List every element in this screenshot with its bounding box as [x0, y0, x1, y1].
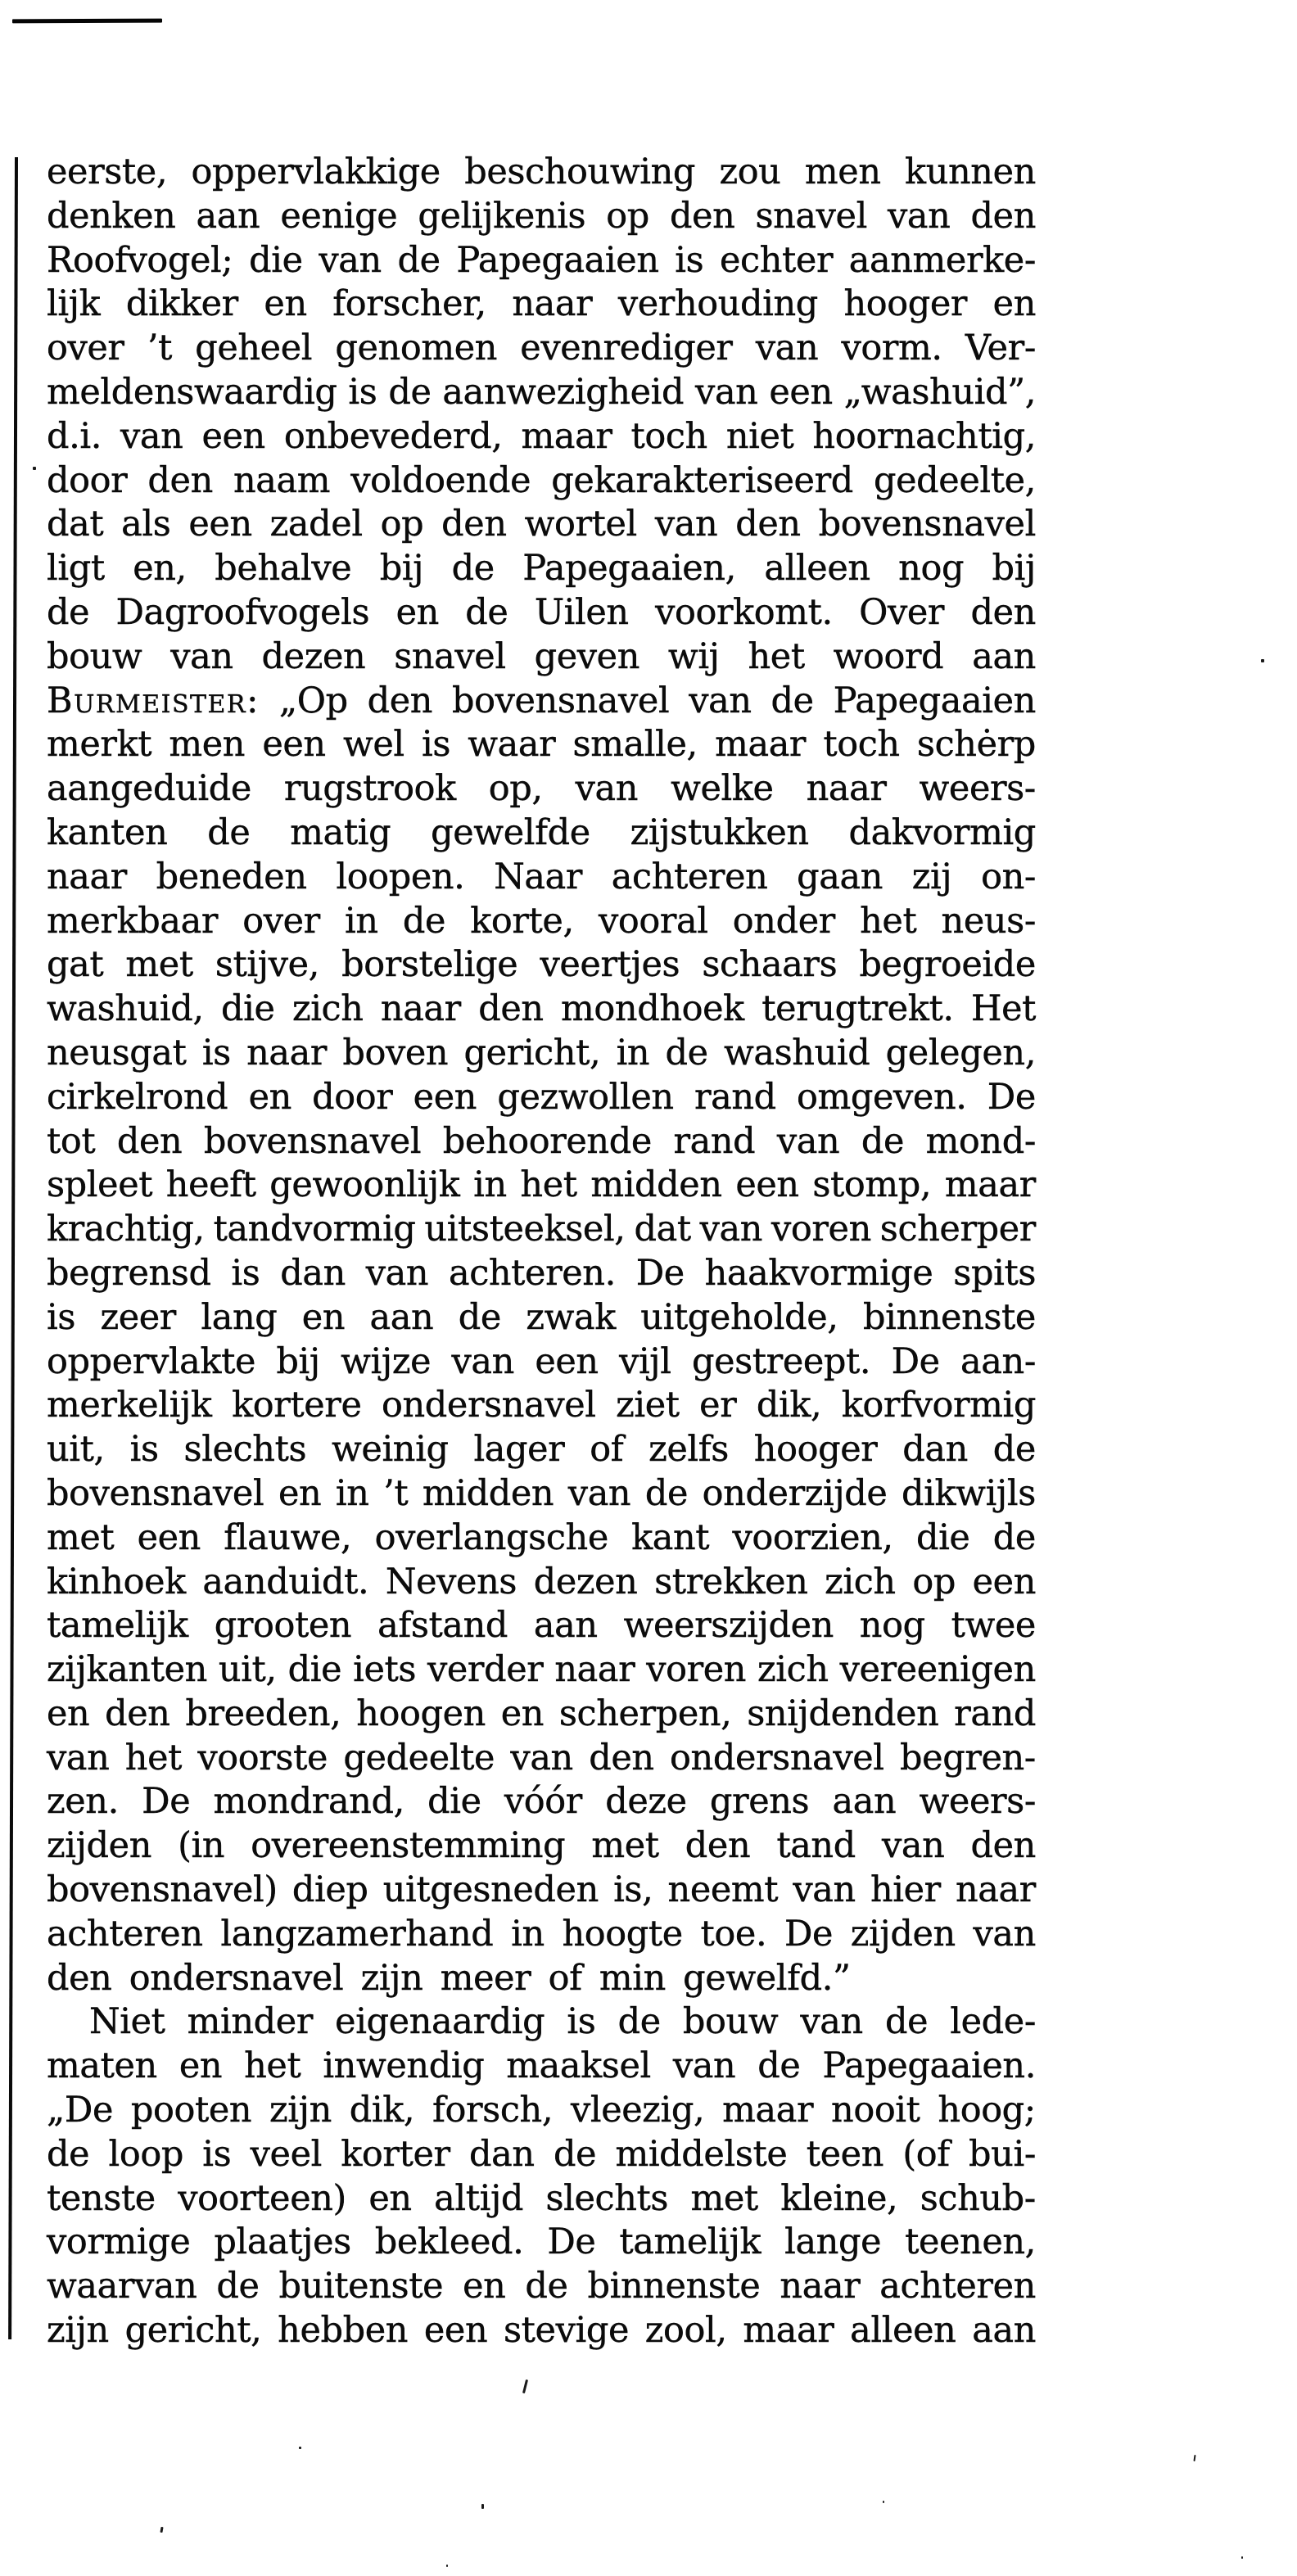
text-line: ligt en, behalve bij de Papegaaien, alleen nog bij: [47, 548, 1036, 590]
text-line: gat met stijve, borstelige veertjes schaars begroeide: [47, 944, 1036, 986]
text-line: begrensd is dan van achteren. De haakvormige spits: [47, 1252, 1036, 1294]
ink-speck: [446, 2565, 448, 2567]
text-line: kanten de matig gewelfde zijstukken dakvormig: [47, 811, 1036, 853]
text-line: achteren langzamerhand in hoogte toe. De zijden van: [47, 1913, 1036, 1955]
text-line: dat als een zadel op den wortel van den bovensnavel: [47, 504, 1036, 545]
text-column: [47, 151, 1036, 2353]
text-line: tot den bovensnavel behoorende rand van de mond-: [47, 1120, 1036, 1162]
text-line: krachtig, tandvormig uitsteeksel, dat van voren scherper: [47, 1209, 1036, 1250]
text-line: door den naam voldoende gekarakteriseerd gedeelte,: [47, 459, 1036, 501]
text-line: de Dagroofvogels en de Uilen voorkomt. Over den: [47, 591, 1036, 633]
text-line: washuid, die zich naar den mondhoek terugtrekt. Het: [47, 988, 1036, 1030]
text-line: oppervlakte bij wijze van een vijl gestreept. De aan-: [47, 1340, 1036, 1382]
text-line: merkelijk kortere ondersnavel ziet er dik, korfvormig: [47, 1385, 1036, 1426]
text-line: merkbaar over in de korte, vooral onder het neus-: [47, 900, 1036, 942]
text-line: tenste voorteen) en altijd slechts met kleine, schub-: [47, 2177, 1036, 2219]
text-line: merkt men een wel is waar smalle, maar toch schėrp: [47, 724, 1036, 766]
text-line: is zeer lang en aan de zwak uitgeholde, binnenste: [47, 1296, 1036, 1338]
text-line: neusgat is naar boven gericht, in de washuid gelegen,: [47, 1032, 1036, 1073]
text-line: maten en het inwendig maaksel van de Papegaaien.: [47, 2045, 1036, 2087]
ink-speck: [1261, 659, 1264, 662]
text-line: bovensnavel en in ’t midden van de onderzijde dikwijls: [47, 1472, 1036, 1514]
text-line: zijkanten uit, die iets verder naar voren zich vereenigen: [47, 1649, 1036, 1691]
text-line: met een flauwe, overlangsche kant voorzien, die de: [47, 1516, 1036, 1558]
text-line: uit, is slechts weinig lager of zelfs hooger dan de: [47, 1429, 1036, 1471]
text-line: Roofvogel; die van de Papegaaien is echter aanmerke-: [47, 239, 1036, 281]
ink-speck: [522, 2379, 528, 2393]
text-line: spleet heeft gewoonlijk in het midden een stomp, maar: [47, 1164, 1036, 1206]
text-line: meldenswaardig is de aanwezigheid van een „washuid”,: [47, 371, 1036, 413]
text-line: cirkelrond en door een gezwollen rand omgeven. De: [47, 1076, 1036, 1118]
text-line: bovensnavel) diep uitgesneden is, neemt van hier naar: [47, 1869, 1036, 1911]
text-line: bouw van dezen snavel geven wij het woord aan: [47, 635, 1036, 677]
text-line: Burmeister: „Op den bovensnavel van de Papegaaien: [47, 680, 1036, 721]
text-line: vormige plaatjes bekleed. De tamelijk lange teenen,: [47, 2221, 1036, 2263]
text-line: en den breeden, hoogen en scherpen, snijdenden rand: [47, 1692, 1036, 1734]
ink-speck: [481, 2504, 484, 2509]
text-line: Niet minder eigenaardig is de bouw van de lede-: [89, 2001, 1036, 2043]
text-line: zijn gericht, hebben een stevige zool, maar alleen aan: [47, 2310, 1036, 2352]
text-line: lijk dikker en forscher, naar verhouding hooger en: [47, 283, 1036, 325]
text-line: denken aan eenige gelijkenis op den snavel van den: [47, 195, 1036, 237]
ink-speck: [33, 467, 36, 470]
text-line: naar beneden loopen. Naar achteren gaan zij on-: [47, 856, 1036, 897]
text-line: de loop is veel korter dan de middelste teen (of bui-: [47, 2133, 1036, 2175]
text-line: van het voorste gedeelte van den ondersnavel begren-: [47, 1737, 1036, 1778]
text-line: tamelijk grooten afstand aan weerszijden nog twee: [47, 1605, 1036, 1647]
text-line: over ’t geheel genomen evenrediger van vorm. Ver-: [47, 328, 1036, 369]
text-line: kinhoek aanduidt. Nevens dezen strekken zich op een: [47, 1561, 1036, 1602]
ink-speck: [160, 2527, 163, 2533]
ink-speck: [1193, 2455, 1195, 2461]
page-edge-line: [8, 157, 17, 2339]
text-line: eerste, oppervlakkige beschouwing zou men kunnen: [47, 151, 1036, 192]
text-line: den ondersnavel zijn meer of min gewelfd.”: [47, 1957, 851, 1999]
text-line: zen. De mondrand, die vóór deze grens aan weers-: [47, 1781, 1036, 1823]
text-line: zijden (in overeenstemming met den tand van den: [47, 1825, 1036, 1867]
text-line: „De pooten zijn dik, forsch, vleezig, maar nooit hoog;: [47, 2090, 1036, 2131]
top-edge-artifact-line: [12, 19, 162, 24]
ink-speck: [299, 2447, 301, 2449]
text-line: waarvan de buitenste en de binnenste naar achteren: [47, 2266, 1036, 2307]
text-line: d.i. van een onbevederd, maar toch niet hoornachtig,: [47, 415, 1036, 457]
ink-speck: [1241, 2556, 1243, 2559]
text-line: aangeduide rugstrook op, van welke naar weers-: [47, 768, 1036, 810]
ink-speck: [883, 2501, 884, 2503]
